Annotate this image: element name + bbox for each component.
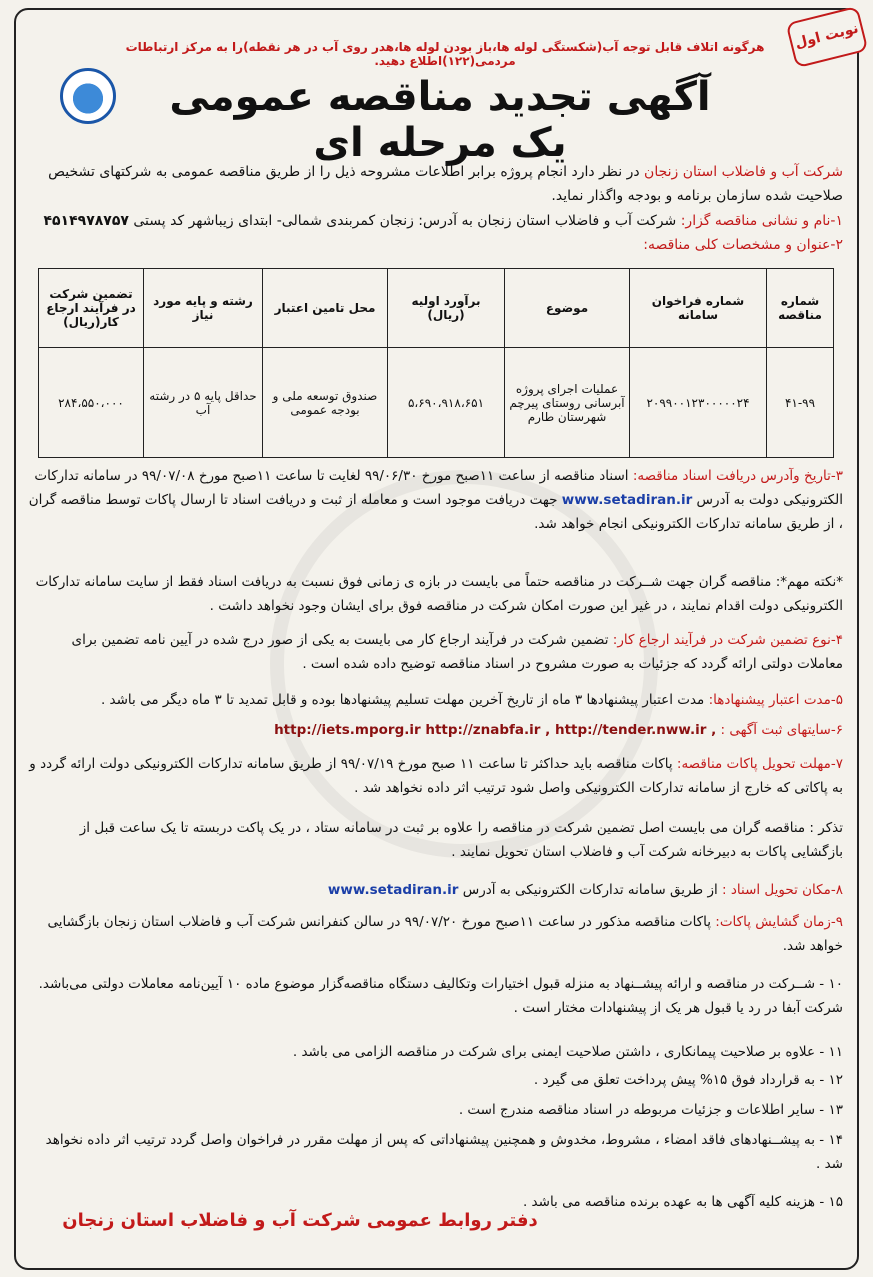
intro-paragraph <box>28 160 843 208</box>
water-loss-notice: هرگونه اتلاف قابل توجه آب(شکستگی لوله ها،باز بودن لوله ها،هدر روی آب در هر نقطه)را به مرکز ارتباطات مردمی(۱۲۲)اطلاع دهید. <box>125 40 765 68</box>
table-cell: ۵،۶۹۰،۹۱۸،۶۵۱ <box>388 348 505 458</box>
section-8-label: ۸-مکان تحویل اسناد : <box>722 882 843 898</box>
section-8 <box>28 878 843 902</box>
company-logo-icon <box>60 68 116 124</box>
important-note: *نکته مهم*: مناقصه گران جهت شــرکت در مناقصه حتماً می بایست در بازه ی زمانی فوق نسبت به دریافت اسناد فقط از سایت سامانه تدارکات الکترونیکی دولت اقدام نمایند ، در غیر این صورت امکان شرکت در مناقصه فوق برای ایشان وجود نخواهد داشت . <box>35 574 843 614</box>
section-3-text-2: جهت دریافت موجود است و معامله از ثبت و دریافت اسناد تا ارسال پاکات توسط مناقصه گران ، از طریق سامانه تدارکات الکترونیکی انجام خواهد شد. <box>28 492 843 532</box>
section-9 <box>28 910 843 958</box>
intro-text: در نظر دارد انجام پروژه برابر اطلاعات مشروحه ذیل را از طریق مناقصه عمومی به شرکتهای تشخیص صلاحیت شده سازمان برنامه و بودجه واگذار نماید. <box>48 164 843 204</box>
clause-11: ۱۱ - علاوه بر صلاحیت پیمانکاری ، داشتن صلاحیت ایمنی برای شرکت در مناقصه الزامی می باشد . <box>292 1044 843 1060</box>
clause-12: ۱۲ - به قرارداد فوق ۱۵% پیش پرداخت تعلق می گیرد . <box>533 1072 843 1088</box>
section-5-text: مدت اعتبار پیشنهادها ۳ ماه از تاریخ آخرین مهلت تسلیم پیشنهادها بوده و قابل تمدید تا ۳ ماه دیگر می باشد . <box>100 692 709 708</box>
section-7-label: ۷-مهلت تحویل پاکات مناقصه: <box>676 756 843 772</box>
setadiran-link-2[interactable]: www.setadiran.ir <box>327 882 459 898</box>
public-relations-footer: دفتر روابط عمومی شرکت آب و فاضلاب استان زنجان <box>62 1210 538 1231</box>
table-cell: ۲۸۴،۵۵۰،۰۰۰ <box>39 348 144 458</box>
table-cell: ۴۱-۹۹ <box>767 348 834 458</box>
section-9-text: پاکات مناقصه مذکور در ساعت ۱۱صبح مورخ ۹۹/۰۷/۲۰ در سالن کنفرانس شرکت آب و فاضلاب استان زنجان بازگشایی خواهد شد. <box>47 914 843 954</box>
section-3 <box>28 464 843 536</box>
section-1-text: شرکت آب و فاضلاب استان زنجان به آدرس: زنجان کمربندی شمالی- ابتدای زیباشهر کد پستی <box>133 213 681 229</box>
section-4-label: ۴-نوع تضمین شرکت در فرآیند ارجاع کار: <box>612 632 843 648</box>
table-cell: حداقل پایه ۵ در رشته آب <box>144 348 263 458</box>
table-header: تضمین شرکت در فرآیند ارجاع کار(ریال) <box>39 269 144 348</box>
section-7-text: پاکات مناقصه باید حداکثر تا ساعت ۱۱ صبح مورخ ۹۹/۰۷/۱۹ از طریق سامانه تدارکات الکترونیکی دولت ارائه گردد و به پاکاتی که خارج از سامانه تدارکات الکترونیکی واصل شود ترتیب اثر داده نخواهد شد . <box>29 756 843 796</box>
section-2 <box>28 233 843 257</box>
table-cell: ۲۰۹۹۰۰۱۲۳۰۰۰۰۰۲۴ <box>630 348 767 458</box>
table-header: رشته و پایه مورد نیاز <box>144 269 263 348</box>
section-3-text-1: اسناد مناقصه از ساعت ۱۱صبح مورخ ۹۹/۰۶/۳۰ لغایت تا ساعت ۱۱صبح مورخ ۹۹/۰۷/۰۸ در سامانه تدارکات الکترونیکی دولت به آدرس <box>34 468 843 508</box>
clause-10: ۱۰ - شــرکت در مناقصه و ارائه پیشــنهاد به منزله قبول اختیارات وتکالیف دستگاه مناقصه‌گزار موضوع ماده ۱۰ آیین‌نامه معاملات دولتی می‌باشد. شرکت آبفا در رد یا قبول هر یک از پیشنهادات مختار است . <box>38 976 843 1016</box>
page-title: آگهی تجدید مناقصه عمومی یک مرحله ای <box>169 74 711 166</box>
section-8-text: از طریق سامانه تدارکات الکترونیکی به آدرس <box>462 882 723 898</box>
postal-code: ۴۵۱۴۹۷۸۷۵۷ <box>43 213 129 229</box>
table-cell: عملیات اجرای پروژه آبرسانی روستای پیرچم شهرستان طارم <box>505 348 630 458</box>
section-6 <box>28 718 843 742</box>
table-row <box>39 348 834 458</box>
clause-14: ۱۴ - به پیشــنهادهای فاقد امضاء ، مشروط، مخدوش و همچنین پیشنهاداتی که پس از مهلت مقرر در فراخوان واصل گردد ترتیب اثر داده نخواهد شد . <box>45 1132 843 1172</box>
registration-links[interactable]: http://iets.mporg.ir http://znabfa.ir , http://tender.nww.ir , <box>274 722 717 738</box>
section-3-label: ۳-تاریخ وآدرس دریافت اسناد مناقصه: <box>632 468 843 484</box>
setadiran-link[interactable]: www.setadiran.ir <box>561 492 693 508</box>
tender-table <box>38 268 834 458</box>
table-header-row <box>39 269 834 348</box>
table-header: برآورد اولیه (ریال) <box>388 269 505 348</box>
table-header: موضوع <box>505 269 630 348</box>
section-4-text: تضمین شرکت در فرآیند ارجاع کار می بایست به یکی از صور درج شده در آیین نامه تضمین برای معاملات دولتی ارائه گردد که جزئیات به صورت مشروح در اسناد مناقصه توضیح داده شده است . <box>71 632 843 672</box>
table-cell: صندوق توسعه ملی و بودجه عمومی <box>263 348 388 458</box>
clause-15: ۱۵ - هزینه کلیه آگهی ها به عهده برنده مناقصه می باشد . <box>522 1194 843 1210</box>
reminder-note: تذکر : مناقصه گران می بایست اصل تضمین شرکت در مناقصه را علاوه بر ثبت در سامانه ستاد ، در یک پاکت دربسته تا یک ساعت قبل از بازگشایی پاکات به دبیرخانه شرکت آب و فاضلاب استان تحویل نمایند . <box>79 820 843 860</box>
section-2-label: ۲-عنوان و مشخصات کلی مناقصه: <box>643 237 843 253</box>
round-badge: نوبت اول <box>786 6 869 69</box>
table-header: محل تامین اعتبار <box>263 269 388 348</box>
company-name: شرکت آب و فاضلاب استان زنجان <box>644 164 843 180</box>
table-header: شماره فراخوان سامانه <box>630 269 767 348</box>
section-1 <box>28 209 843 233</box>
section-6-label: ۶-سایتهای ثبت آگهی : <box>720 722 843 738</box>
clause-13: ۱۳ - سایر اطلاعات و جزئیات مربوطه در اسناد مناقصه مندرج است . <box>458 1102 843 1118</box>
table-header: شماره مناقصه <box>767 269 834 348</box>
section-5-label: ۵-مدت اعتبار پیشنهادها: <box>708 692 843 708</box>
section-4 <box>28 628 843 676</box>
section-7 <box>28 752 843 800</box>
section-1-label: ۱-نام و نشانی مناقصه گزار: <box>680 213 843 229</box>
section-5 <box>28 688 843 712</box>
section-9-label: ۹-زمان گشایش پاکات: <box>715 914 843 930</box>
